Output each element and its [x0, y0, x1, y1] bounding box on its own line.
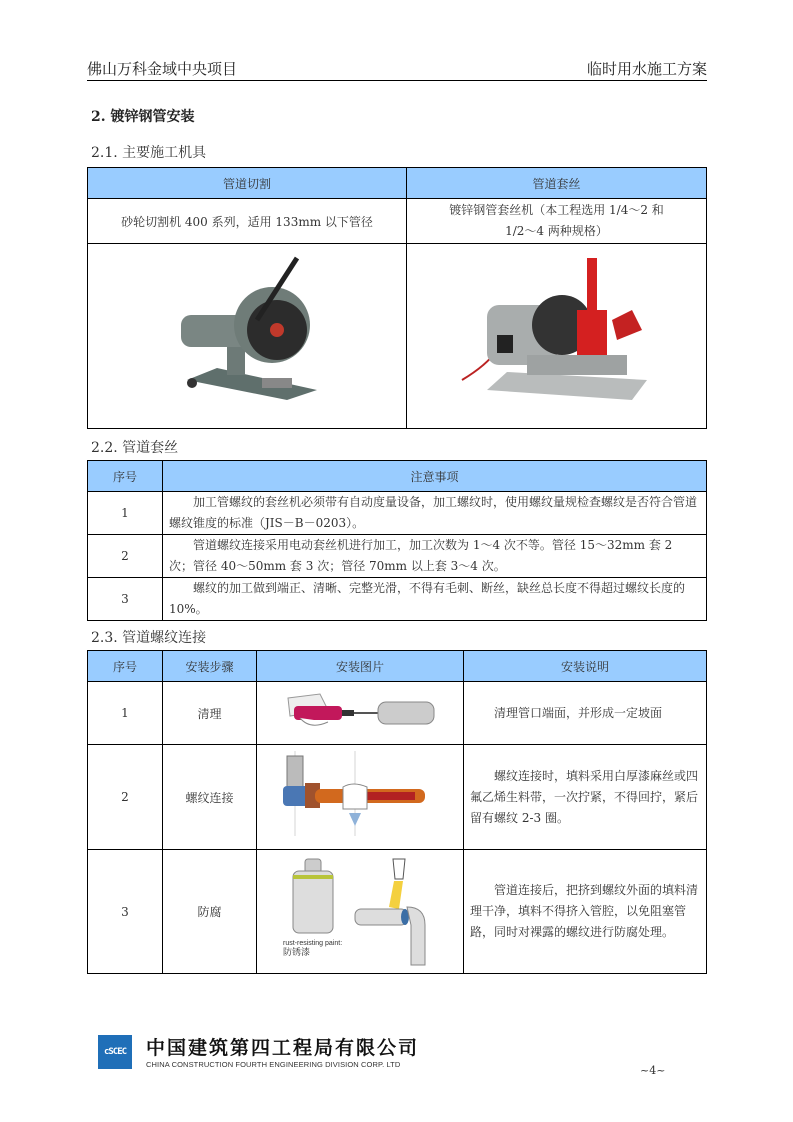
column-header: 序号 [88, 461, 163, 492]
row-number: 1 [88, 492, 163, 535]
pipe-cleaning-icon [280, 690, 440, 734]
abrasive-cutoff-saw-icon [167, 250, 327, 420]
row-note: 螺纹的加工做到端正、清晰、完整光滑，不得有毛刺、断丝，缺丝总长度不得超过螺纹长度的 10%。 [163, 578, 707, 621]
column-header: 序号 [88, 651, 163, 682]
subsection-title-2-2: 2.2. 管道套丝 [91, 440, 179, 456]
company-name-en: CHINA CONSTRUCTION FOURTH ENGINEERING DIVISION CORP. LTD [146, 1060, 401, 1069]
column-header: 管道切割 [88, 168, 407, 199]
row-note: 加工管螺纹的套丝机必须带有自动度量设备，加工螺纹时，使用螺纹量规检查螺纹是否符合管道螺纹锥度的标准（JIS－B－0203）。 [163, 492, 707, 535]
column-header: 安装说明 [464, 651, 707, 682]
step-image [257, 850, 464, 974]
image-caption-en: rust-resisting paint: [283, 939, 343, 947]
project-name: 佛山万科金域中央项目 [87, 60, 238, 78]
row-number: 3 [88, 578, 163, 621]
table-row [88, 850, 707, 974]
pipe-wrench-icon [275, 751, 445, 841]
tool-description: 砂轮切割机 400 系列，适用 133mm 以下管径 [88, 199, 407, 244]
image-caption-cn: 防锈漆 [283, 946, 311, 957]
cutoff-saw-image [88, 244, 407, 429]
column-header: 安装图片 [257, 651, 464, 682]
step-description: 清理管口端面，并形成一定坡面 [464, 682, 707, 745]
step-name: 防腐 [163, 850, 257, 974]
page-number: ~4~ [640, 1064, 666, 1077]
table-row [88, 578, 707, 621]
row-note: 管道螺纹连接采用电动套丝机进行加工，加工次数为 1～4 次不等。管径 15～32mm 套 2 次；管径 40～50mm 套 3 次；管径 70mm 以上套 3～4 次。 [163, 535, 707, 578]
thread-connection-table [87, 650, 707, 974]
step-name: 螺纹连接 [163, 745, 257, 850]
column-header: 注意事项 [163, 461, 707, 492]
step-name: 清理 [163, 682, 257, 745]
pipe-threading-machine-icon [457, 250, 657, 420]
section-title: 2. 镀锌钢管安装 [91, 109, 195, 125]
row-number: 2 [88, 535, 163, 578]
column-header: 管道套丝 [407, 168, 707, 199]
table-row [88, 492, 707, 535]
step-description: 管道连接后，把挤到螺纹外面的填料清理干净，填料不得挤入管腔，以免阻塞管路，同时对裸露的螺纹进行防腐处理。 [464, 850, 707, 974]
table-row [88, 682, 707, 745]
table-row [88, 535, 707, 578]
page-header [87, 56, 707, 81]
step-description: 螺纹连接时，填料采用白厚漆麻丝或四氟乙烯生料带，一次拧紧，不得回拧，紧后留有螺纹 2-3 圈。 [464, 745, 707, 850]
column-header: 安装步骤 [163, 651, 257, 682]
subsection-title-2-1: 2.1. 主要施工机具 [91, 145, 207, 161]
page-footer [98, 1035, 708, 1075]
tools-table [87, 167, 707, 429]
table-row [88, 745, 707, 850]
company-name-cn: 中国建筑第四工程局有限公司 [146, 1037, 420, 1059]
row-number: 2 [88, 745, 163, 850]
subsection-title-2-3: 2.3. 管道螺纹连接 [91, 630, 207, 646]
cscec-logo-icon: cSCEC [98, 1035, 132, 1069]
document-title: 临时用水施工方案 [586, 60, 707, 78]
threading-machine-image [407, 244, 707, 429]
row-number: 3 [88, 850, 163, 974]
step-image [257, 745, 464, 850]
threading-notes-table [87, 460, 707, 621]
tool-description: 镀锌钢管套丝机（本工程选用 1/4～2 和 1/2～4 两种规格） [407, 199, 707, 244]
row-number: 1 [88, 682, 163, 745]
step-image [257, 682, 464, 745]
